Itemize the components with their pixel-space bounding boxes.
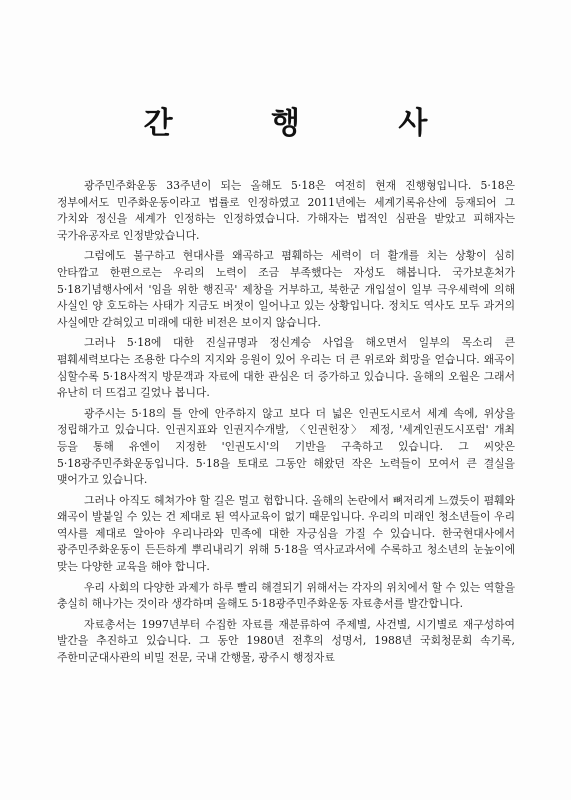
paragraph-4: 광주시는 5·18의 틀 안에 안주하지 않고 보다 더 넓은 인권도시로서 세계 속에, 위상을 정립해가고 있습니다. 인권지표와 인권지수개발, 〈인권헌장〉 제정, '세계인권도시포럼' 개최 등을 통해 유엔이 지정한 '인권도시'의 기반을 구축하고 있습니다. 그 씨앗은 5·18광주민주화운동입니다. 5·18을 토대로 그동안 해왔던 작은 노력들이 모여서 큰 결실을 맺어가고 있습니다.	[57, 406, 515, 487]
page-title: 간 행 사	[143, 106, 472, 142]
foreword-body	[57, 178, 515, 671]
paragraph-2: 그럼에도 불구하고 현대사를 왜곡하고 폄훼하는 세력이 더 활개를 치는 상황이 심히 안타깝고 한편으로는 우리의 노력이 조금 부족했다는 자성도 해봅니다. 국가보훈처가 5·18기념행사에서 '임을 위한 행진곡' 제창을 거부하고, 북한군 개입설이 일부 극우세력에 의해 사실인 양 호도하는 사태가 지금도 버젓이 일어나고 있는 상황입니다. 정치도 역사도 모두 과거의 사실에만 갇혀있고 미래에 대한 비전은 보이지 않습니다.	[57, 249, 515, 329]
paragraph-5: 그러나 아직도 헤쳐가야 할 길은 멀고 험합니다. 올해의 논란에서 뼈저리게 느꼈듯이 폄훼와 왜곡이 발붙일 수 있는 건 제대로 된 역사교육이 없기 때문입니다. 우리의 미래인 청소년들이 우리 역사를 제대로 알아야 우리나라와 민족에 대한 자긍심을 가질 수 있습니다. 한국현대사에서 광주민주화운동이 든든하게 뿌리내리기 위해 5·18을 역사교과서에 수록하고 청소년의 눈높이에 맞는 다양한 교육을 해야 합니다.	[57, 493, 515, 574]
paragraph-3: 그러나 5·18에 대한 진실규명과 정신계승 사업을 해오면서 일부의 목소리 큰 폄훼세력보다는 조용한 다수의 지지와 응원이 있어 우리는 더 큰 위로와 희망을 얻습니다. 왜곡이 심할수록 5·18사적지 방문객과 자료에 대한 관심은 더 증가하고 있습니다. 올해의 오월은 그래서 유난히 더 뜨겁고 길었나 봅니다.	[57, 336, 515, 400]
paragraph-1: 광주민주화운동 33주년이 되는 올해도 5·18은 여전히 현재 진행형입니다. 5·18은 정부에서도 민주화운동이라고 법률로 인정하였고 2011년에는 세계기록유산에 등재되어 그 가치와 정신을 세계가 인정하는 인정하였습니다. 가해자는 법적인 심판을 받았고 피해자는 국가유공자로 인정받았습니다.	[57, 179, 515, 242]
paragraph-6: 우리 사회의 다양한 과제가 하루 빨리 해결되기 위해서는 각자의 위치에서 할 수 있는 역할을 충실히 해나가는 것이라 생각하며 올해도 5·18광주민주화운동 자료총서를 발간합니다.	[57, 580, 515, 611]
paragraph-7: 자료총서는 1997년부터 수집한 자료를 재분류하여 주제별, 사건별, 시기별로 재구성하여 발간을 추진하고 있습니다. 그 동안 1980년 전후의 성명서, 1988년 국회청문회 속기록, 주한미군대사관의 비밀 전문, 국내 간행물, 광주시 행정자료	[57, 617, 515, 665]
